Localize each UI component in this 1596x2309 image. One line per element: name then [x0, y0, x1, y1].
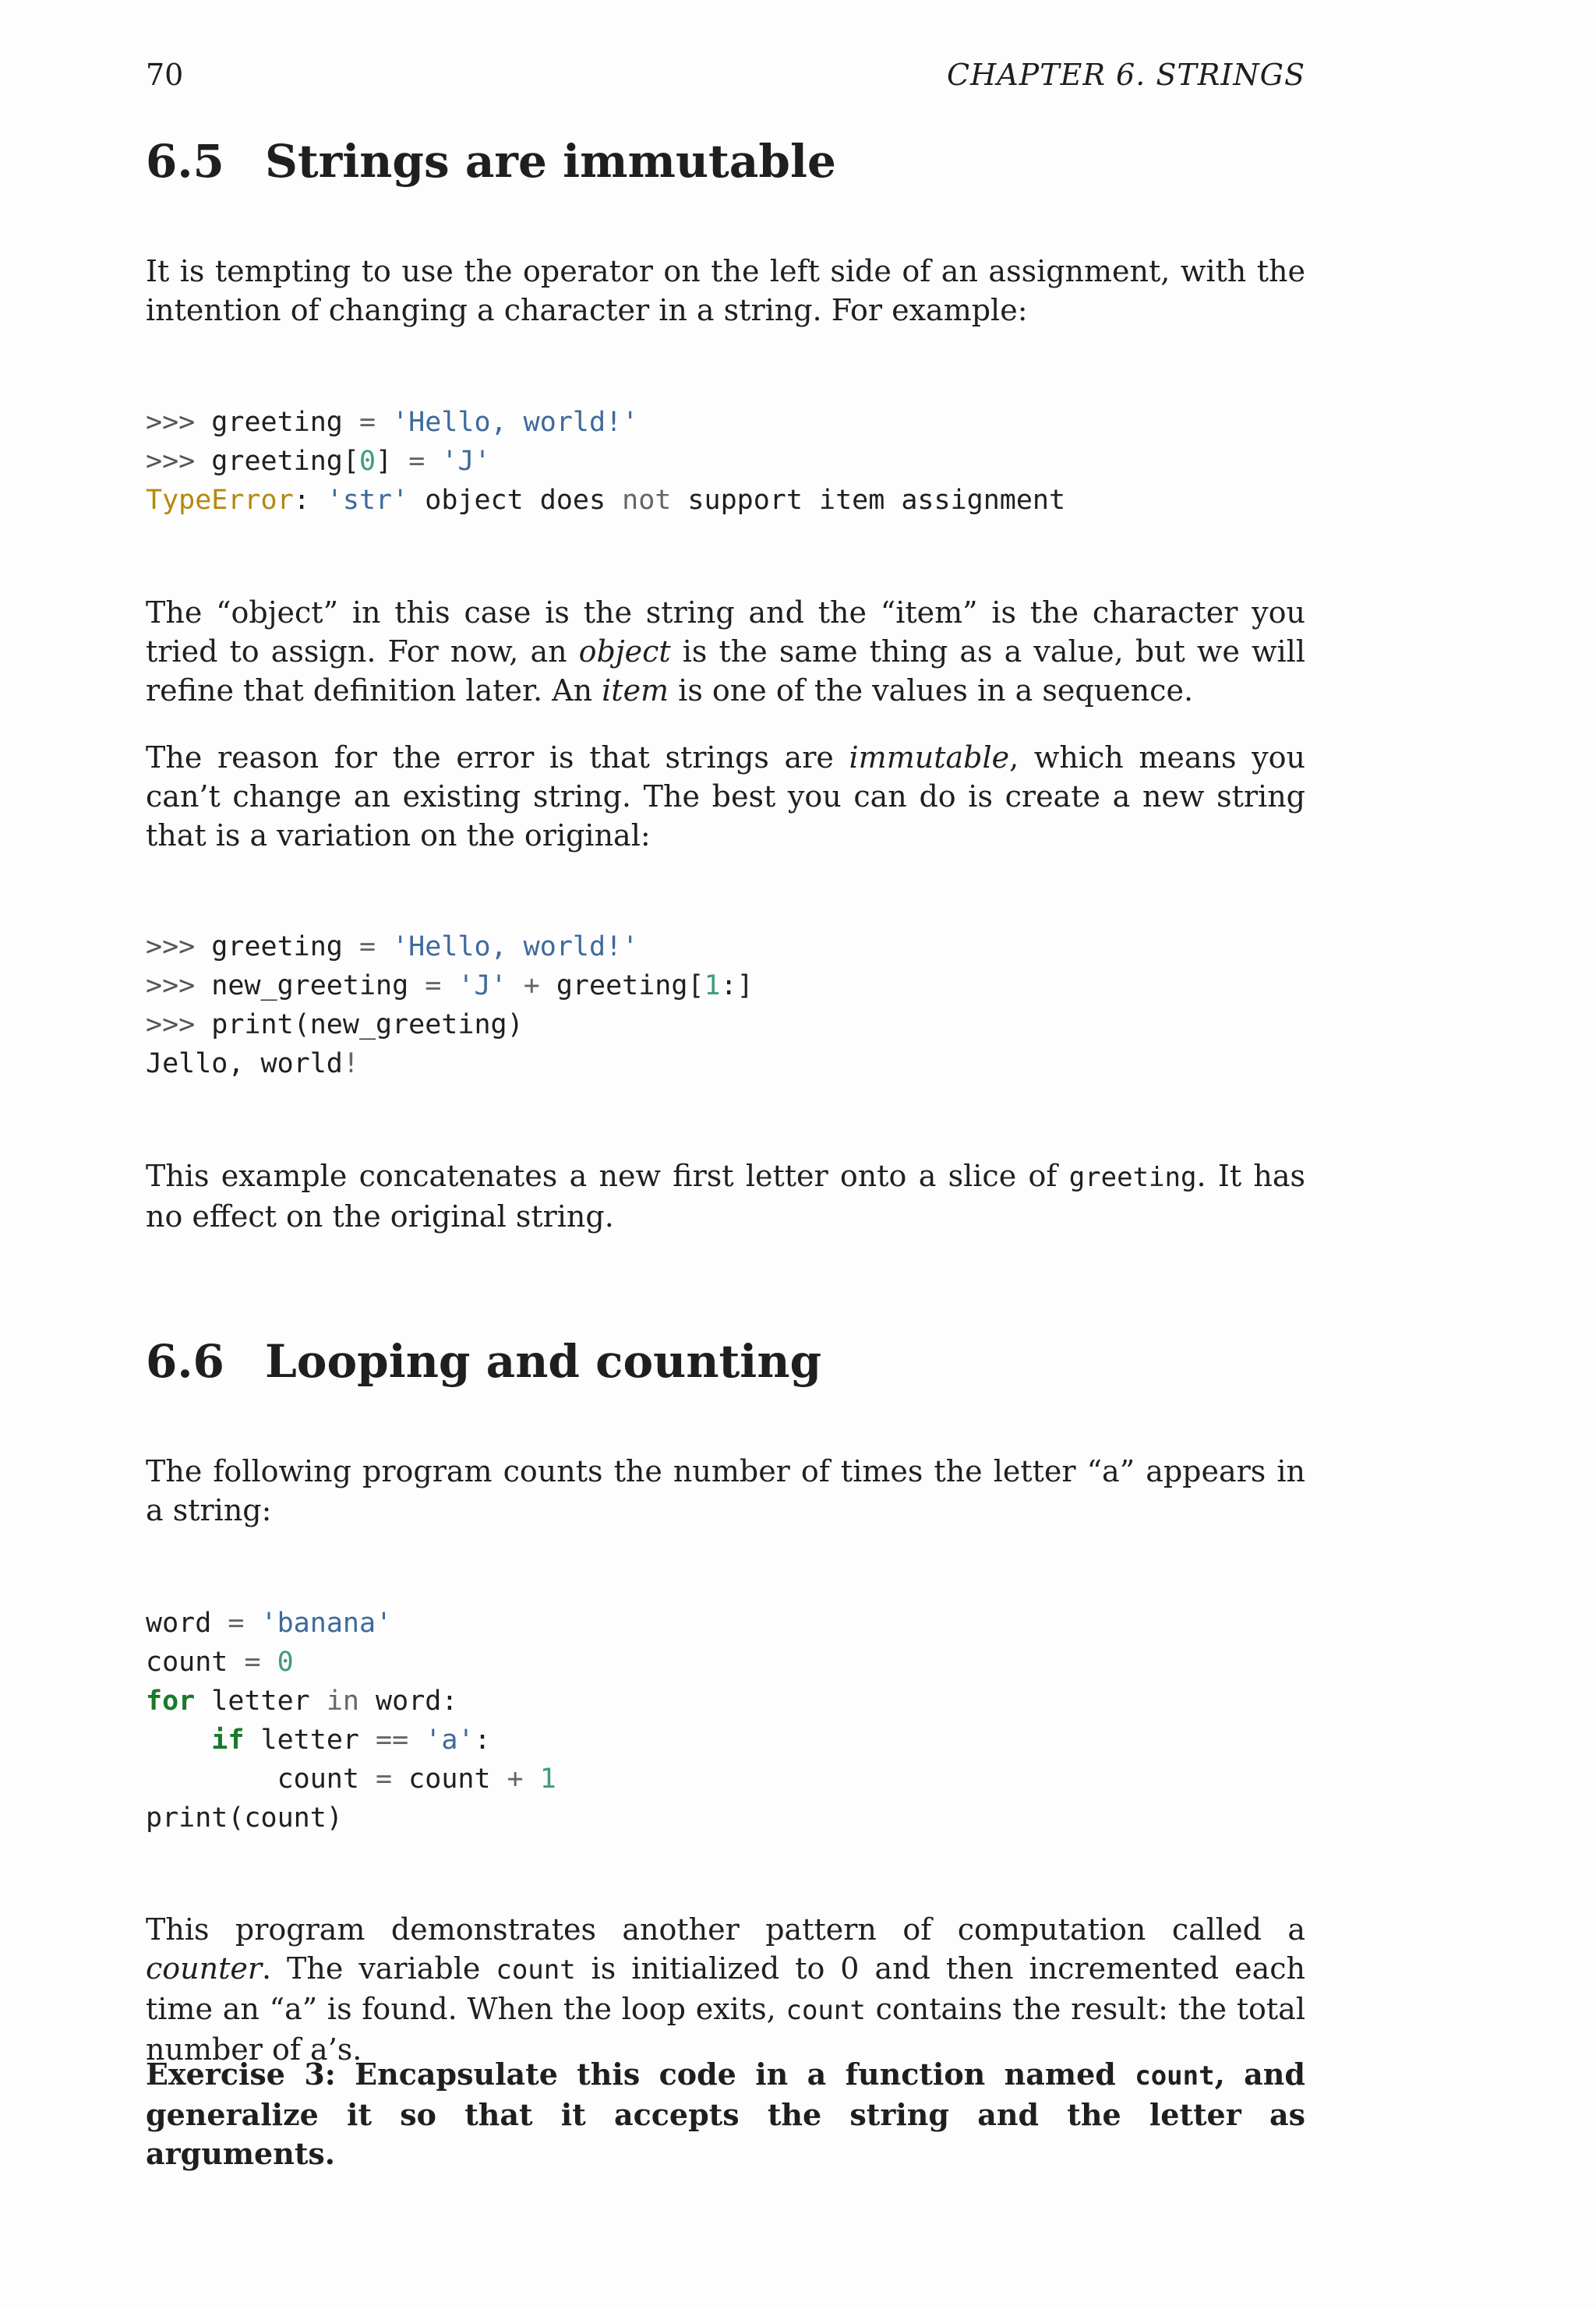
- code-block-new-greeting: >>> greeting = 'Hello, world!' >>> new_greeting = 'J' + greeting[1:] >>> print(new_greeting) Jello, world!: [146, 931, 754, 1079]
- paragraph-counting-intro: The following program counts the number of times the letter “a” appears in a string:: [146, 1454, 1305, 1527]
- page-number: 70: [146, 58, 184, 92]
- inline-code-greeting: greeting: [1068, 1162, 1197, 1193]
- page-header: [146, 58, 1305, 97]
- paragraph-object-item: The “object” in this case is the string and the “item” is the character you tried to assign. For now, an object is the same thing as a value, but we will refine that definition later. An item is one of the values in a sequence.: [146, 595, 1305, 708]
- paragraph-concatenate: This example concatenates a new first letter onto a slice of greeting. It has no effect on the original string.: [146, 1159, 1306, 1234]
- inline-code-count: count: [786, 1995, 866, 2026]
- exercise-3: Exercise 3: Encapsulate this code in a function named count, and generalize it so that it accepts the string and the letter as arguments.: [146, 2057, 1306, 2171]
- section-heading-6-5: [146, 134, 1305, 189]
- paragraph-intro: It is tempting to use the operator on the left side of an assignment, with the intention of changing a character in a string. For example:: [146, 254, 1305, 327]
- section-heading-6-6: [146, 1334, 1305, 1389]
- section-title: Looping and counting: [265, 1335, 822, 1388]
- code-block-typeerror: >>> greeting = 'Hello, world!' >>> greeting[0] = 'J' TypeError: 'str' object does not support item assignment: [146, 407, 1066, 516]
- code-block-counter: word = 'banana' count = 0 for letter in word: if letter == 'a': count = count + 1 print(count): [146, 1608, 556, 1834]
- paragraph-immutable: The reason for the error is that strings are immutable, which means you can’t change an existing string. The best you can do is create a new string that is a variation on the original:: [146, 740, 1306, 853]
- paragraph-counter: This program demonstrates another pattern of computation called a counter. The variable count is initialized to 0 and then incremented each time an “a” is found. When the loop exits, count contains the result: the total number of a’s.: [146, 1912, 1305, 2067]
- inline-code-count: count: [1135, 2060, 1215, 2092]
- section-number: 6.5: [146, 135, 224, 188]
- section-number: 6.6: [146, 1335, 224, 1388]
- running-title: CHAPTER 6. STRINGS: [947, 58, 1305, 92]
- inline-code-count: count: [496, 1954, 576, 1986]
- section-title: Strings are immutable: [265, 135, 836, 188]
